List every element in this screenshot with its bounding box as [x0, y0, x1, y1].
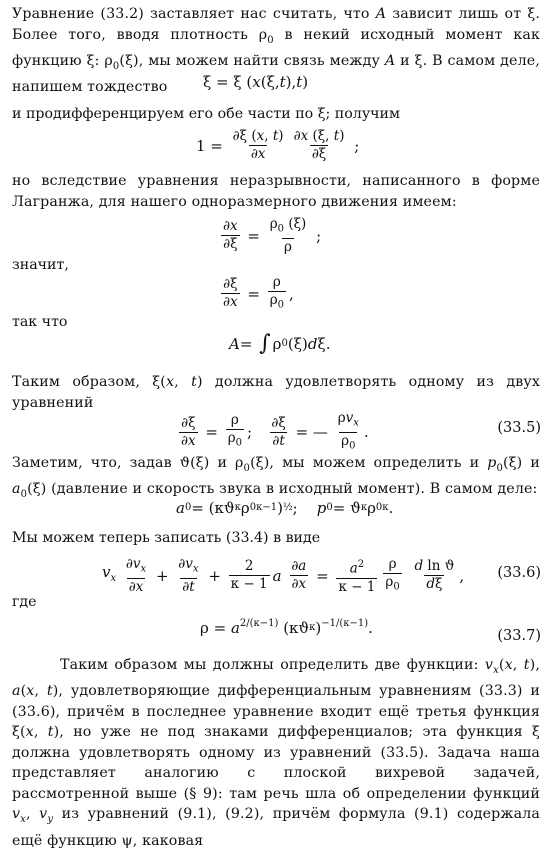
- equation-identity: ξ = ξ ( x (ξ, t ), t ): [203, 73, 309, 91]
- paragraph-2: и продифференцируем его обе части по ξ; получим: [12, 106, 401, 122]
- equation-33-6: $v_x$ $\frac{\partial v_x}{\partial x}$ + $\frac{\partial v_x}{\partial t}$ + $\frac{2}{\kappa - 1}$ a $\frac{\partial a}{\partial x}$ = $\frac{a^2}{\kappa - 1}$ $\frac{\rho}{\rho_0}$ $\frac{\text{d ln ϑ}}{d\xi}$ ,: [102, 556, 465, 595]
- equation-continuity: $\frac{\partial x}{\partial\xi}$ = $\frac{\rho_0 (\xi)}{\rho}$ ;: [223, 216, 322, 255]
- paragraph-4: значит,: [12, 257, 69, 273]
- paragraph-9: где: [12, 594, 37, 610]
- paragraph-3: но вследствие уравнения неразрывности, написанного в форме Лагранжа, для нашего одноразмерного движения имеем:: [12, 173, 540, 210]
- equation-a-integral: A = ∫ ρ 0 (ξ) d ξ.: [229, 331, 331, 356]
- equation-ratio: $\frac{\partial\xi}{\partial x}$ = $\frac{\rho}{\rho_0}$ ,: [218, 274, 294, 314]
- equation-number-33-5: (33.5): [497, 420, 541, 436]
- equation-33-7: ρ = a $^{2/(\kappa-1)}$ (κϑ $_\kappa$ ) $^{-1/(\kappa-1)}$ .: [200, 618, 373, 637]
- equation-number-33-7: (33.7): [497, 628, 541, 644]
- paragraph-10: Таким образом мы должны определить две функции: $v_x(x$, t), a(x, t), удовлетворяющие дифференциальным уравнениям (33.3) и (33.6), причём в последнее уравнение входит ещё третья функция ξ(x, t), но уже не под знаками дифференциалов; эта функция ξ должна удовлетворять одному из уравнений (33.5). Задача наша представляет аналогию с плоской вихревой задачей, рассмотренной выше (§ 9): там речь шла об определении функций $v_x$, $v_y$ из уравнений (9.1), (9.2), причём формула (9.1) содержала ещё функцию ψ, каковая: [12, 657, 540, 849]
- equation-number-33-6: (33.6): [497, 565, 541, 581]
- equation-derivative: 1 = $\frac{\partial\xi (x, t)}{\partial x}$ $\frac{\partial x (\xi, t)}{\partial\xi}$ ;: [196, 128, 360, 162]
- paragraph-8: Мы можем теперь записать (33.4) в виде: [12, 530, 321, 546]
- paragraph-1: Уравнение (33.2) заставляет нас считать, что A зависит лишь от ξ. Более того, вводя плотность $\rho_0$ в некий исходный момент как функцию ξ: $\rho_0(\xi)$, мы можем найти связь между A и ξ. В самом деле, напишем тождество: [12, 6, 540, 96]
- paragraph-5: так что: [12, 314, 68, 330]
- paragraph-7: Заметим, что, задав ϑ(ξ) и $\rho_0(\xi)$, мы можем определить и $p_0(\xi)$ и $a_0(\xi)$ (давление и скорость звука в исходный момент). В самом деле:: [12, 455, 540, 501]
- equation-initial: a 0 = (κϑ κ ρ 0 κ−1 ) ½ ; p 0 = ϑ κ ρ 0 κ .: [176, 499, 394, 517]
- paragraph-6: Таким образом, ξ(x, t) должна удовлетворять одному из двух уравнений: [12, 374, 540, 411]
- equation-33-5: $\frac{\partial\xi}{\partial x}$ = $\frac{\rho}{\rho_0}$ ; $\frac{\partial\xi}{\partial t}$ = — $\frac{\rho v_x}{\rho_0}$ .: [176, 410, 369, 454]
